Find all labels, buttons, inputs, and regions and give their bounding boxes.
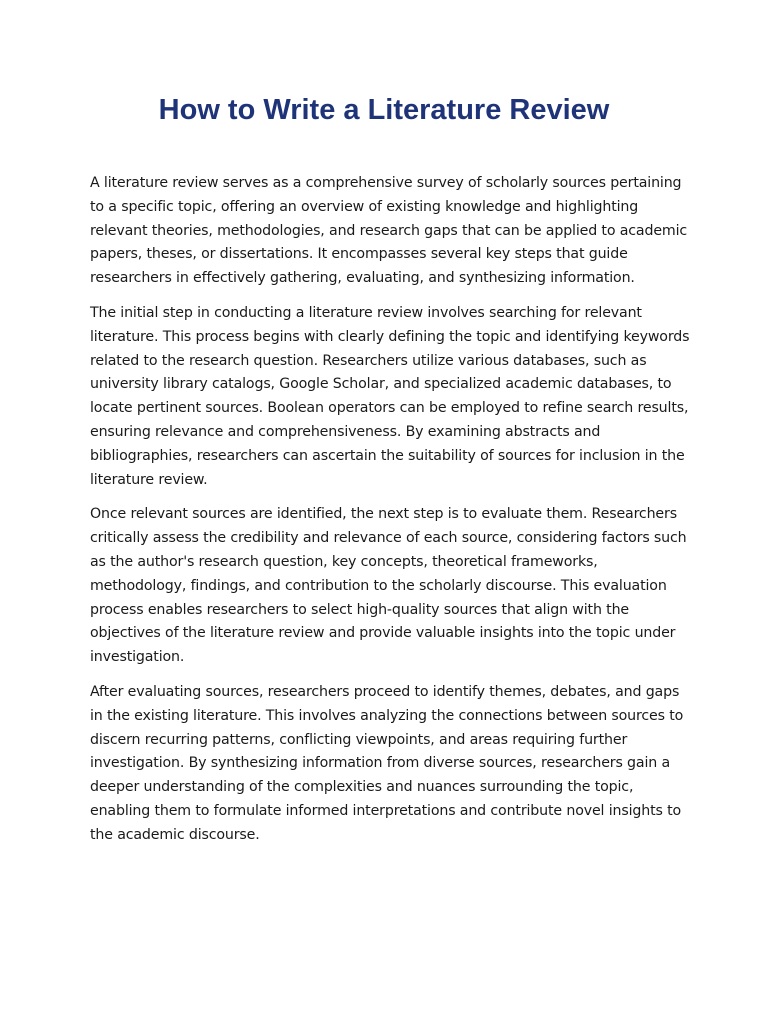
paragraph-introduction: A literature review serves as a comprehensive survey of scholarly sources pertaining to a specific topic, offering an overview of existing knowledge and highlighting relevant theories, methodologies, and research gaps that can be applied to academic papers, theses, or dissertations. It encompasses several key steps that guide researchers in effectively gathering, evaluating, and synthesizing information. — [90, 175, 688, 287]
paragraph-searching: The initial step in conducting a literature review involves searching for relevant literature. This process begins with clearly defining the topic and identifying keywords related to the research question. Researchers utilize various databases, such as university library catalogs, Google Scholar, and specialized academic databases, to locate pertinent sources. Boolean operators can be employed to refine search results, ensuring relevance and comprehensiveness. By examining abstracts and bibliographies, researchers can ascertain the suitability of sources for inclusion in the literature review. — [90, 304, 690, 488]
document-body — [90, 172, 690, 859]
page-title: How to Write a Literature Review — [158, 94, 610, 126]
paragraph-synthesizing: After evaluating sources, researchers proceed to identify themes, debates, and gaps in the existing literature. This involves analyzing the connections between sources to discern recurring patterns, conflicting viewpoints, and areas requiring further investigation. By synthesizing information from diverse sources, researchers gain a deeper understanding of the complexities and nuances surrounding the topic, enabling them to formulate informed interpretations and contribute novel insights to the academic discourse. — [90, 683, 684, 843]
paragraph-evaluating: Once relevant sources are identified, the next step is to evaluate them. Researchers critically assess the credibility and relevance of each source, considering factors such as the author's research question, key concepts, theoretical frameworks, methodology, findings, and contribution to the scholarly discourse. This evaluation process enables researchers to select high-quality sources that align with the objectives of the literature review and provide valuable insights into the topic under investigation. — [90, 506, 687, 666]
